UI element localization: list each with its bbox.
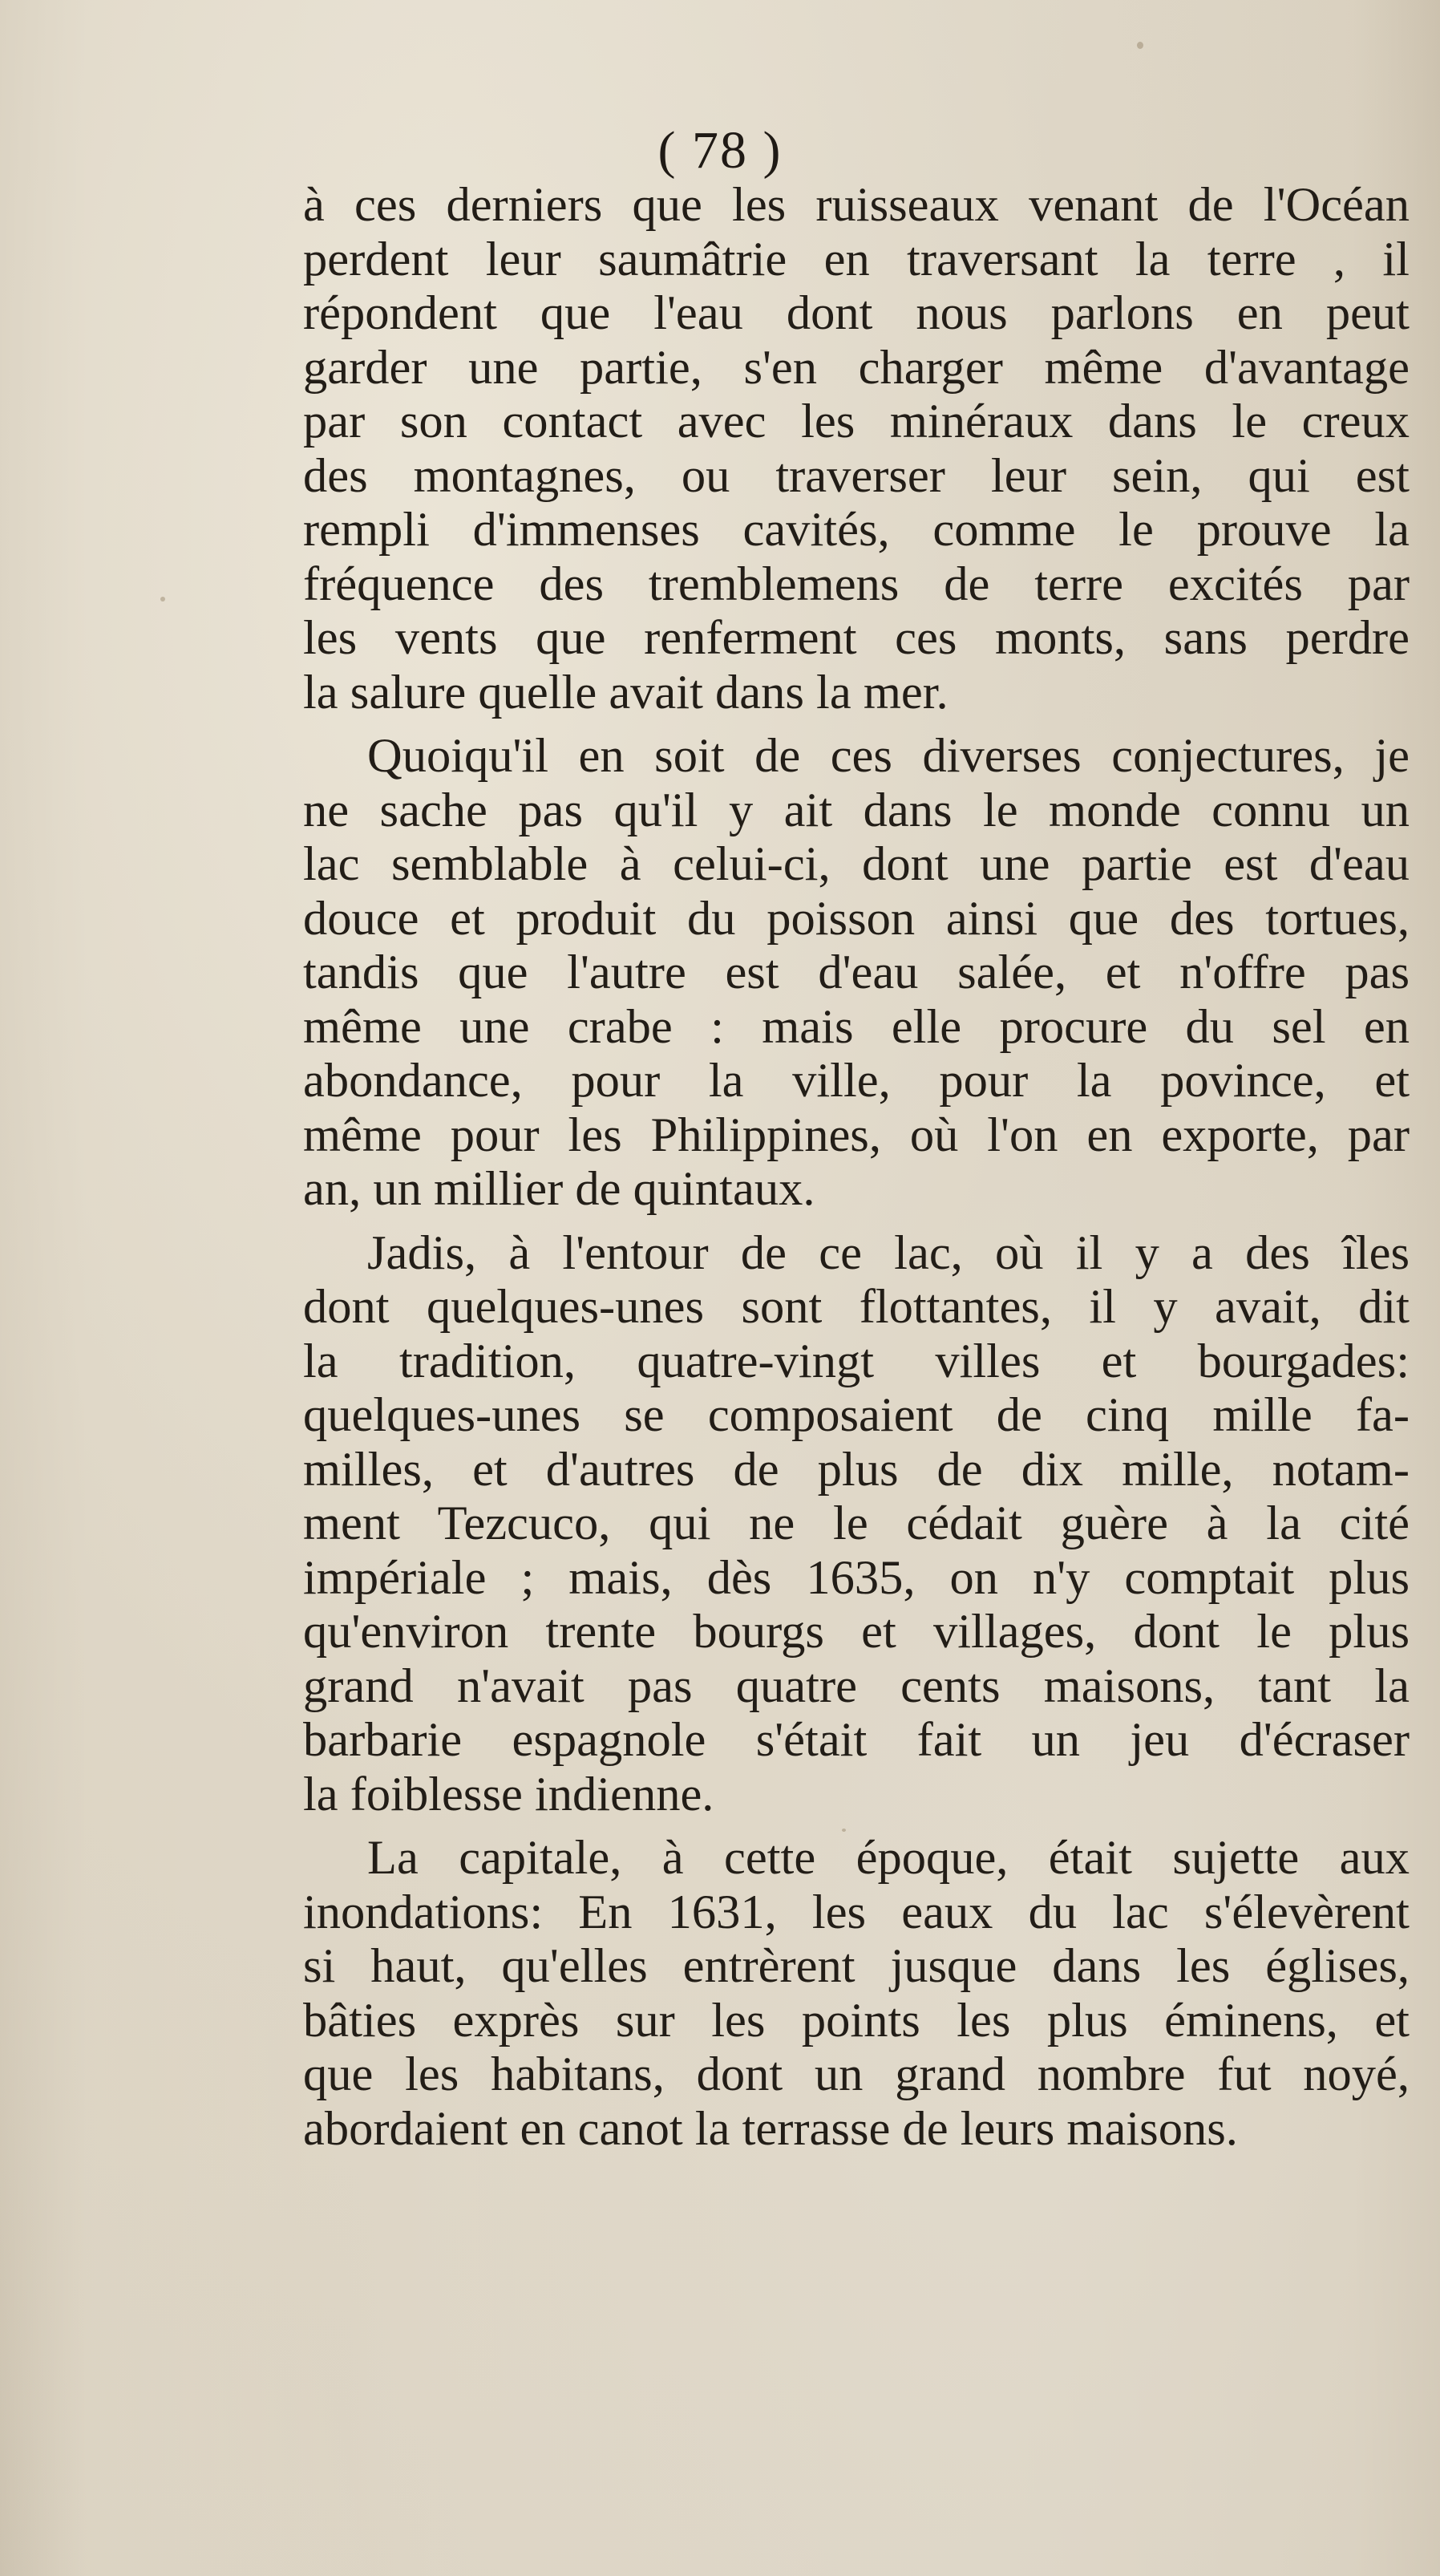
paragraph-3 [303,1226,1410,1822]
text-line: fréquence des tremblemens de terre excités par [303,557,1410,611]
text-line: les vents que renferment ces monts, sans perdre [303,611,1410,665]
text-line: perdent leur saumâtrie en traversant la terre , il [303,232,1410,286]
text-line: répondent que l'eau dont nous parlons en peut [303,286,1410,340]
text-line: grand n'avait pas quatre cents maisons, tant la [303,1659,1410,1713]
text-line: impériale ; mais, dès 1635, on n'y comptait plus [303,1550,1410,1605]
text-line: inondations: En 1631, les eaux du lac s'élevèrent [303,1885,1410,1939]
text-line: garder une partie, s'en charger même d'avantage [303,340,1410,395]
text-line: même pour les Philippines, où l'on en exporte, par [303,1108,1410,1162]
text-line: la foiblesse indienne. [303,1767,714,1821]
text-line: abordaient en canot la terrasse de leurs maisons. [303,2101,1238,2156]
paragraph-2 [303,729,1410,1217]
text-line: la tradition, quatre-vingt villes et bourgades: [303,1334,1410,1388]
text-line: douce et produit du poisson ainsi que des tortues, [303,891,1410,946]
text-line: que les habitans, dont un grand nombre fut noyé, [303,2047,1410,2101]
text-line: milles, et d'autres de plus de dix mille, notam- [303,1442,1410,1497]
text-line: dont quelques-unes sont flottantes, il y avait, dit [303,1280,1410,1334]
text-line: barbarie espagnole s'était fait un jeu d'écraser [303,1713,1410,1767]
text-line: abondance, pour la ville, pour la povince, et [303,1054,1410,1108]
text-line: La capitale, à cette époque, était sujette aux [367,1831,1410,1885]
paper-stain [1137,42,1143,49]
paragraph-1 [303,178,1410,719]
text-line: lac semblable à celui-ci, dont une partie est d'eau [303,837,1410,891]
text-line: Jadis, à l'entour de ce lac, où il y a des îles [367,1225,1410,1280]
page-number: ( 78 ) [657,121,783,180]
text-line: qu'environ trente bourgs et villages, dont le plus [303,1605,1410,1659]
text-line: bâties exprès sur les points les plus éminens, et [303,1993,1410,2047]
text-line: des montagnes, ou traverser leur sein, qui est [303,448,1410,503]
text-line: à ces derniers que les ruisseaux venant de l'Océan [303,178,1410,232]
body-text [303,178,1410,2156]
paper-stain [160,597,165,601]
text-line: an, un millier de quintaux. [303,1162,815,1216]
text-line: rempli d'immenses cavités, comme le prouve la [303,503,1410,557]
text-line: même une crabe : mais elle procure du sel en [303,999,1410,1054]
paragraph-4 [303,1831,1410,2156]
text-line: la salure quelle avait dans la mer. [303,665,949,719]
text-line: ne sache pas qu'il y ait dans le monde connu un [303,783,1410,837]
text-line: tandis que l'autre est d'eau salée, et n'offre pas [303,946,1410,999]
text-line: quelques-unes se composaient de cinq mille fa- [303,1388,1410,1442]
text-line: Quoiqu'il en soit de ces diverses conjectures, je [367,729,1410,783]
text-line: ment Tezcuco, qui ne le cédait guère à la cité [303,1497,1410,1550]
text-line: par son contact avec les minéraux dans le creux [303,395,1410,448]
text-line: si haut, qu'elles entrèrent jusque dans les églises, [303,1939,1410,1993]
